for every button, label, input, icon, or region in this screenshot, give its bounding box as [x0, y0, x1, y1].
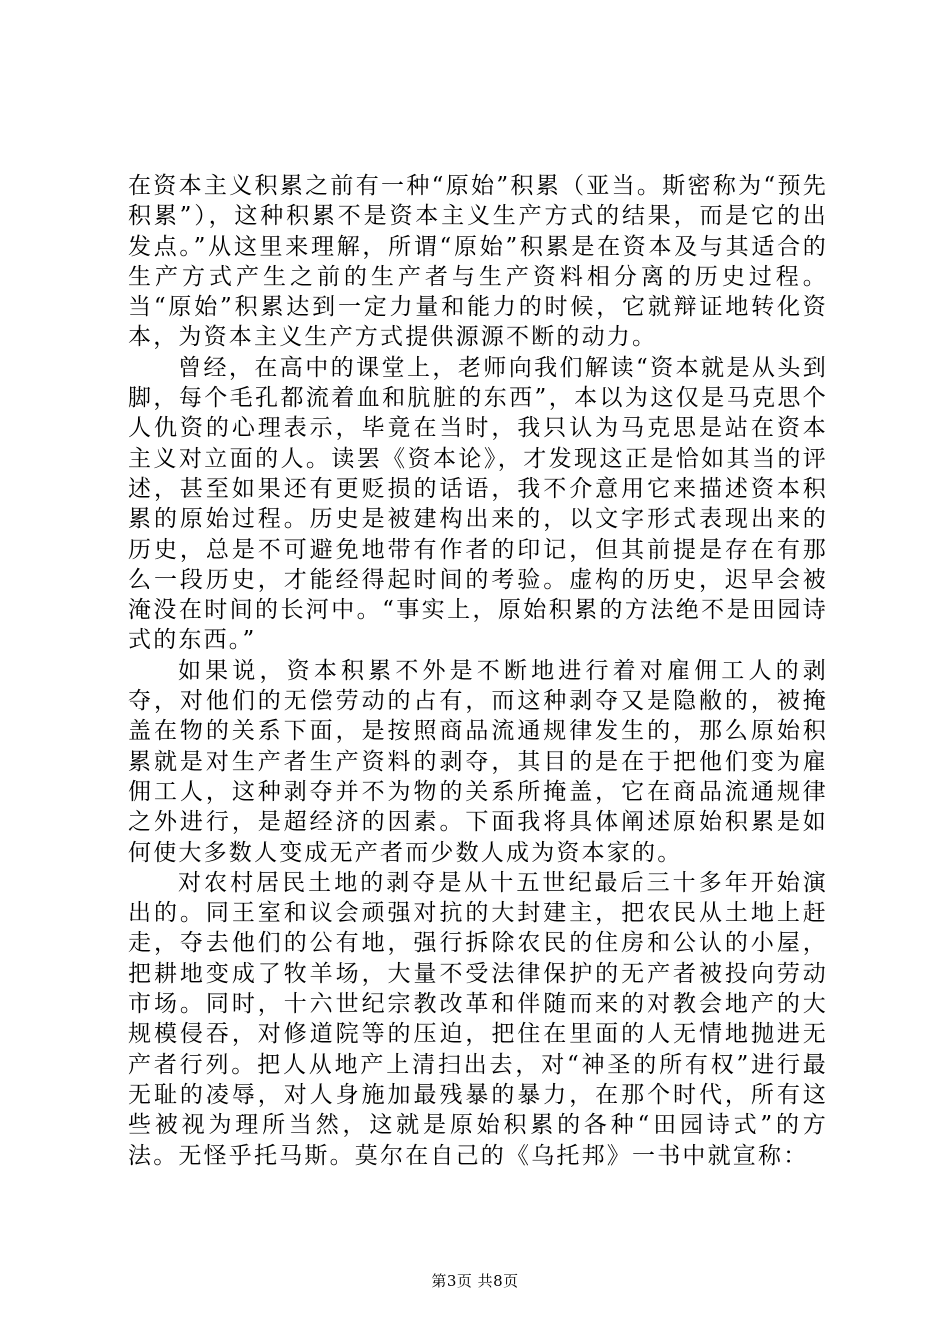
paragraph: 如果说，资本积累不外是不断地进行着对雇佣工人的剥夺，对他们的无偿劳动的占有，而这种剥夺又是隐敝的，被掩盖在物的关系下面，是按照商品流通规律发生的，那么原始积累就是对生产者生产资料的剥夺，其目的是在于把他们变为雇佣工人，这种剥夺并不为物的关系所掩盖，它在商品流通规律之外进行，是超经济的因素。下面我将具体阐述原始积累是如何使大多数人变成无产者而少数人成为资本家的。	[128, 657, 828, 866]
document-body	[128, 171, 828, 1171]
paragraph: 在资本主义积累之前有一种“原始”积累（亚当。斯密称为“预先积累”），这种积累不是资本主义生产方式的结果，而是它的出发点。”从这里来理解，所谓“原始”积累是在资本及与其适合的生产方式产生之前的生产者与生产资料相分离的历史过程。当“原始”积累达到一定力量和能力的时候，它就辩证地转化资本，为资本主义生产方式提供源源不断的动力。	[128, 173, 828, 351]
paragraph: 对农村居民土地的剥夺是从十五世纪最后三十多年开始演出的。同王室和议会顽强对抗的大封建主，把农民从土地上赶走，夺去他们的公有地，强行拆除农民的住房和公认的小屋，把耕地变成了牧羊场，大量不受法律保护的无产者被投向劳动市场。同时，十六世纪宗教改革和伴随而来的对教会地产的大规模侵吞，对修道院等的压迫，把住在里面的人无情地抛进无产者行列。把人从地产上清扫出去，对“神圣的所有权”进行最无耻的凌辱，对人身施加最残暴的暴力，在那个时代，所有这些被视为理所当然，这就是原始积累的各种“田园诗式”的方法。无怪乎托马斯。莫尔在自己的《乌托邦》一书中就宣称：	[128, 869, 828, 1169]
page-footer: 第3页 共8页	[431, 1272, 519, 1290]
paragraph: 曾经，在高中的课堂上，老师向我们解读“资本就是从头到脚，每个毛孔都流着血和肮脏的东西”，本以为这仅是马克思个人仇资的心理表示，毕竟在当时，我只认为马克思是站在资本主义对立面的人。读罢《资本论》，才发现这正是恰如其当的评述，甚至如果还有更贬损的话语，我不介意用它来描述资本积累的原始过程。历史是被建构出来的，以文字形式表现出来的历史，总是不可避免地带有作者的印记，但其前提是存在有那么一段历史，才能经得起时间的考验。虚构的历史，迟早会被淹没在时间的长河中。“事实上，原始积累的方法绝不是田园诗式的东西。”	[128, 354, 828, 654]
